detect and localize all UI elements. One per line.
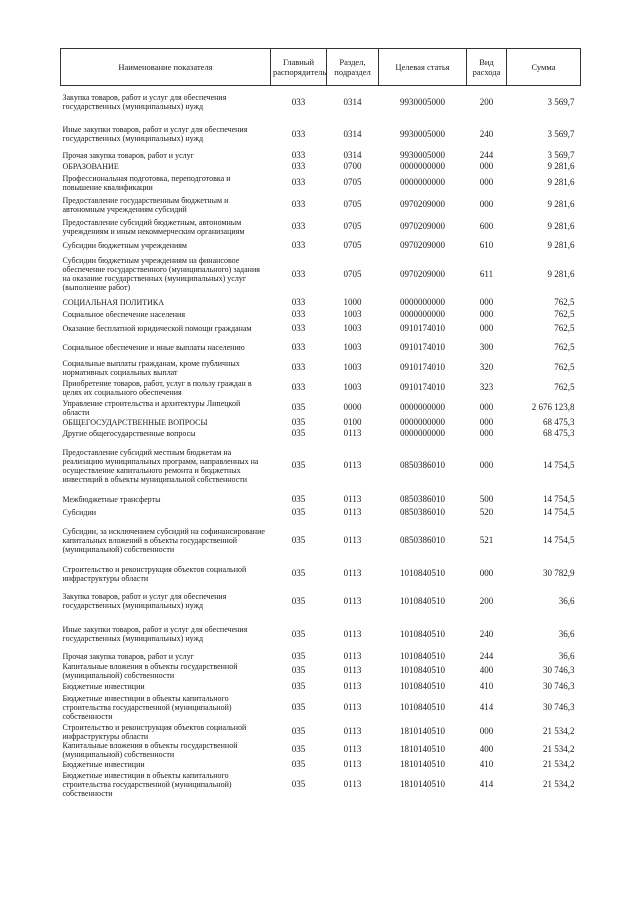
header-main-manager: Главный распорядитель	[271, 49, 327, 86]
row-kind: 610	[479, 239, 494, 250]
table-row	[61, 662, 581, 680]
row-sum: 3 569,7	[547, 96, 575, 107]
row-main-manager: 035	[291, 460, 306, 470]
row-section: 0113	[343, 493, 362, 504]
row-kind: 323	[479, 382, 494, 392]
row-section: 0314	[343, 149, 362, 160]
row-sum: 762,5	[554, 308, 575, 319]
row-name: Социальные выплаты гражданам, кроме публичных нормативных социальных выплат	[62, 358, 240, 377]
table-header	[61, 49, 581, 86]
row-name: Приобретение товаров, работ, услуг в пользу граждан в целях их социального обеспечения	[62, 378, 252, 397]
row-article: 0970209000	[400, 268, 445, 279]
row-kind: 000	[479, 160, 494, 171]
row-kind: 000	[479, 322, 494, 333]
row-kind: 414	[479, 778, 494, 789]
table-row	[61, 172, 581, 194]
row-article: 1010840510	[400, 650, 445, 661]
row-section: 0113	[343, 460, 362, 470]
table-row	[61, 119, 581, 150]
row-sum: 30 782,9	[543, 568, 575, 578]
row-main-manager: 033	[291, 322, 306, 333]
header-sum: Сумма	[507, 49, 581, 86]
row-section: 0113	[343, 506, 362, 517]
row-main-manager: 035	[291, 416, 306, 427]
row-section: 0113	[343, 595, 362, 606]
row-sum: 2 676 123,8	[531, 402, 575, 412]
row-kind: 521	[479, 535, 494, 545]
header-article: Целевая статья	[379, 49, 467, 86]
row-section: 0113	[343, 665, 362, 675]
row-kind: 000	[479, 726, 494, 736]
table-row	[61, 216, 581, 238]
row-name: Субсидии, за исключением субсидий на софинансирование капитальных вложений в объекты государственной (муниципальной) собственности	[62, 527, 265, 554]
row-article: 0910174010	[400, 342, 445, 352]
row-name: Предоставление государственным бюджетным и автономным учреждениям субсидий	[62, 195, 229, 214]
row-name: Профессиональная подготовка, переподготовка и повышение квалификации	[62, 173, 231, 192]
row-article: 0000000000	[400, 177, 445, 187]
row-main-manager: 035	[291, 726, 306, 736]
row-article: 0850386010	[400, 493, 445, 504]
row-name: Субсидии бюджетным учреждениям на финансовое обеспечение государственного (муниципального) задания на оказание государственных (муниципальных) услуг (выполнение работ)	[62, 256, 260, 292]
row-kind: 520	[479, 506, 494, 517]
row-section: 0705	[343, 177, 362, 187]
row-section: 0113	[343, 650, 362, 661]
row-article: 1010840510	[400, 680, 445, 691]
row-main-manager: 033	[291, 268, 306, 279]
budget-table	[60, 48, 581, 799]
row-name: Строительство и реконструкция объектов социальной инфраструктуры области	[62, 722, 247, 741]
row-kind: 500	[479, 493, 494, 504]
table-row	[61, 723, 581, 741]
row-article: 9930005000	[400, 149, 445, 160]
row-section: 0113	[343, 568, 362, 578]
row-section: 1003	[343, 322, 362, 333]
table-row	[61, 693, 581, 723]
table-row	[61, 296, 581, 309]
row-article: 0000000000	[400, 296, 445, 307]
row-main-manager: 035	[291, 778, 306, 789]
row-section: 0113	[343, 702, 362, 712]
row-article: 0970209000	[400, 199, 445, 209]
table-body	[61, 86, 581, 799]
row-main-manager: 033	[291, 362, 306, 372]
table-row	[61, 417, 581, 428]
row-name: Оказание бесплатной юридической помощи гражданам	[62, 323, 252, 333]
row-main-manager: 033	[291, 128, 306, 139]
table-row	[61, 399, 581, 417]
row-main-manager: 035	[291, 628, 306, 639]
row-sum: 68 475,3	[543, 416, 575, 427]
row-section: 0000	[343, 402, 362, 412]
row-section: 0113	[343, 535, 362, 545]
row-main-manager: 033	[291, 199, 306, 209]
row-sum: 762,5	[554, 342, 575, 352]
row-sum: 762,5	[554, 296, 575, 307]
row-kind: 244	[479, 650, 494, 661]
row-article: 0970209000	[400, 239, 445, 250]
row-article: 0000000000	[400, 160, 445, 171]
row-article: 1010840510	[400, 628, 445, 639]
row-kind: 000	[479, 460, 494, 470]
row-sum: 762,5	[554, 362, 575, 372]
row-article: 1810140510	[400, 758, 445, 769]
row-main-manager: 033	[291, 382, 306, 392]
row-section: 1003	[343, 308, 362, 319]
row-article: 9930005000	[400, 128, 445, 139]
row-section: 0113	[343, 744, 362, 754]
table-row	[61, 253, 581, 296]
row-kind: 200	[479, 96, 494, 107]
row-sum: 21 534,2	[543, 758, 575, 769]
row-section: 0705	[343, 268, 362, 279]
row-article: 0000000000	[400, 402, 445, 412]
row-section: 0705	[343, 239, 362, 250]
row-sum: 21 534,2	[543, 726, 575, 736]
table-row	[61, 86, 581, 119]
row-article: 0970209000	[400, 221, 445, 231]
row-article: 1010840510	[400, 595, 445, 606]
row-sum: 9 281,6	[547, 177, 575, 187]
row-name: Прочая закупка товаров, работ и услуг	[62, 651, 194, 661]
row-sum: 14 754,5	[543, 506, 575, 517]
row-article: 0850386010	[400, 506, 445, 517]
row-sum: 21 534,2	[543, 744, 575, 754]
row-kind: 400	[479, 744, 494, 754]
table-row	[61, 439, 581, 493]
row-name: Иные закупки товаров, работ и услуг для обеспечения государственных (муниципальных) нужд	[62, 125, 248, 143]
table-row	[61, 161, 581, 172]
row-kind: 320	[479, 362, 494, 372]
row-name: Субсидии	[62, 507, 97, 517]
row-sum: 36,6	[558, 595, 575, 606]
row-main-manager: 035	[291, 595, 306, 606]
row-sum: 30 746,3	[543, 702, 575, 712]
row-sum: 9 281,6	[547, 221, 575, 231]
budget-document	[60, 48, 580, 799]
row-section: 1000	[343, 296, 362, 307]
row-sum: 762,5	[554, 382, 575, 392]
row-kind: 000	[479, 296, 494, 307]
row-main-manager: 035	[291, 493, 306, 504]
row-main-manager: 033	[291, 221, 306, 231]
header-kind: Вид расхода	[467, 49, 507, 86]
row-article: 0910174010	[400, 362, 445, 372]
row-article: 1810140510	[400, 778, 445, 789]
row-main-manager: 035	[291, 506, 306, 517]
table-row	[61, 770, 581, 799]
row-section: 0314	[343, 128, 362, 139]
row-main-manager: 035	[291, 402, 306, 412]
table-row	[61, 359, 581, 377]
row-kind: 000	[479, 402, 494, 412]
row-kind: 410	[479, 680, 494, 691]
table-row	[61, 194, 581, 216]
row-sum: 9 281,6	[547, 160, 575, 171]
row-name: Субсидии бюджетным учреждениям	[62, 240, 187, 250]
table-row	[61, 428, 581, 439]
row-article: 1810140510	[400, 744, 445, 754]
row-kind: 244	[479, 149, 494, 160]
row-kind: 240	[479, 128, 494, 139]
row-article: 1010840510	[400, 702, 445, 712]
row-name: Закупка товаров, работ и услуг для обеспечения государственных (муниципальных) нужд	[62, 592, 227, 610]
row-article: 9930005000	[400, 96, 445, 107]
row-main-manager: 035	[291, 758, 306, 769]
header-section: Раздел, подраздел	[327, 49, 379, 86]
row-sum: 9 281,6	[547, 239, 575, 250]
row-name: Бюджетные инвестиции	[62, 681, 145, 691]
row-main-manager: 033	[291, 96, 306, 107]
row-sum: 14 754,5	[543, 460, 575, 470]
row-name: Строительство и реконструкция объектов социальной инфраструктуры области	[62, 564, 247, 583]
row-main-manager: 033	[291, 160, 306, 171]
row-kind: 611	[479, 268, 494, 279]
row-main-manager: 035	[291, 427, 306, 438]
row-main-manager: 035	[291, 665, 306, 675]
row-section: 1003	[343, 342, 362, 352]
row-sum: 3 569,7	[547, 149, 575, 160]
row-main-manager: 035	[291, 568, 306, 578]
row-article: 0910174010	[400, 322, 445, 333]
row-sum: 14 754,5	[543, 493, 575, 504]
row-main-manager: 033	[291, 296, 306, 307]
row-kind: 414	[479, 702, 494, 712]
row-article: 0910174010	[400, 382, 445, 392]
row-sum: 30 746,3	[543, 665, 575, 675]
row-section: 1003	[343, 382, 362, 392]
table-row	[61, 585, 581, 618]
row-name: Бюджетные инвестиции	[62, 759, 145, 769]
row-name: Социальное обеспечение и иные выплаты населению	[62, 343, 245, 352]
row-section: 0705	[343, 221, 362, 231]
row-article: 1810140510	[400, 726, 445, 736]
row-kind: 240	[479, 628, 494, 639]
row-name: Закупка товаров, работ и услуг для обеспечения государственных (муниципальных) нужд	[62, 93, 227, 112]
row-article: 0850386010	[400, 535, 445, 545]
row-sum: 36,6	[558, 650, 575, 661]
table-row	[61, 618, 581, 651]
row-sum: 68 475,3	[543, 427, 575, 438]
header-name: Наименование показателя	[61, 49, 271, 86]
row-main-manager: 035	[291, 744, 306, 754]
table-row	[61, 506, 581, 519]
row-sum: 36,6	[558, 628, 575, 639]
row-name: Другие общегосударственные вопросы	[62, 428, 196, 438]
row-main-manager: 035	[291, 702, 306, 712]
row-section: 0113	[343, 758, 362, 769]
row-kind: 000	[479, 427, 494, 438]
row-kind: 000	[479, 568, 494, 578]
row-kind: 400	[479, 665, 494, 675]
row-sum: 21 534,2	[543, 778, 575, 789]
table-row	[61, 563, 581, 585]
row-name: Социальное обеспечение населения	[62, 309, 185, 319]
table-row	[61, 320, 581, 337]
table-row	[61, 150, 581, 161]
row-name: Предоставление субсидий бюджетным, автономным учреждениям и иным некоммерческим организациям	[62, 217, 245, 236]
row-article: 0850386010	[400, 460, 445, 470]
row-name: СОЦИАЛЬНАЯ ПОЛИТИКА	[62, 297, 164, 307]
row-sum: 762,5	[554, 322, 575, 333]
table-row	[61, 741, 581, 759]
row-name: ОБЩЕГОСУДАРСТВЕННЫЕ ВОПРОСЫ	[62, 417, 208, 427]
table-row	[61, 519, 581, 563]
row-name: Прочая закупка товаров, работ и услуг	[62, 150, 194, 160]
row-main-manager: 033	[291, 308, 306, 319]
row-section: 0314	[343, 96, 362, 107]
row-article: 0000000000	[400, 416, 445, 427]
row-kind: 000	[479, 308, 494, 319]
row-kind: 410	[479, 758, 494, 769]
row-section: 0113	[343, 427, 362, 438]
table-row	[61, 377, 581, 399]
row-name: Межбюджетные трансферты	[62, 494, 161, 504]
row-name: Бюджетные инвестиции в объекты капитального строительства государственной (муниципальной) собственности	[62, 694, 232, 721]
row-article: 0000000000	[400, 427, 445, 438]
row-section: 0705	[343, 199, 362, 209]
table-row	[61, 337, 581, 359]
table-row	[61, 759, 581, 770]
row-kind: 000	[479, 199, 494, 209]
row-section: 0100	[343, 416, 362, 427]
row-main-manager: 035	[291, 650, 306, 661]
row-name: ОБРАЗОВАНИЕ	[62, 161, 119, 171]
row-main-manager: 033	[291, 239, 306, 250]
row-article: 1010840510	[400, 568, 445, 578]
row-article: 0000000000	[400, 308, 445, 319]
row-main-manager: 033	[291, 149, 306, 160]
table-row	[61, 238, 581, 253]
row-section: 0113	[343, 680, 362, 691]
row-main-manager: 035	[291, 535, 306, 545]
row-name: Капитальные вложения в объекты государственной (муниципальной) собственности	[62, 740, 238, 759]
row-kind: 300	[479, 342, 494, 352]
table-row	[61, 680, 581, 693]
table-row	[61, 493, 581, 506]
row-name: Капитальные вложения в объекты государственной (муниципальной) собственности	[62, 661, 238, 680]
row-sum: 30 746,3	[543, 680, 575, 691]
row-main-manager: 035	[291, 680, 306, 691]
table-row	[61, 309, 581, 320]
row-article: 1010840510	[400, 665, 445, 675]
row-kind: 000	[479, 177, 494, 187]
row-section: 0113	[343, 778, 362, 789]
row-main-manager: 033	[291, 342, 306, 352]
row-section: 1003	[343, 362, 362, 372]
table-row	[61, 651, 581, 662]
row-sum: 9 281,6	[547, 199, 575, 209]
row-sum: 14 754,5	[543, 535, 575, 545]
row-kind: 600	[479, 221, 494, 231]
row-name: Предоставление субсидий местным бюджетам на реализацию муниципальных программ, направленных на осуществление капитального ремонта и бюджетных инвестиций в объекты муниципальной собственности	[62, 447, 259, 484]
row-name: Бюджетные инвестиции в объекты капитального строительства государственной (муниципальной) собственности	[62, 770, 232, 798]
row-name: Управление строительства и архитектуры Липецкой области	[62, 398, 241, 417]
row-section: 0113	[343, 726, 362, 736]
row-name: Иные закупки товаров, работ и услуг для обеспечения государственных (муниципальных) нужд	[62, 625, 248, 643]
row-main-manager: 033	[291, 177, 306, 187]
row-sum: 3 569,7	[547, 128, 575, 139]
row-sum: 9 281,6	[547, 268, 575, 279]
row-section: 0113	[343, 628, 362, 639]
row-kind: 000	[479, 416, 494, 427]
row-section: 0700	[343, 160, 362, 171]
row-kind: 200	[479, 595, 494, 606]
